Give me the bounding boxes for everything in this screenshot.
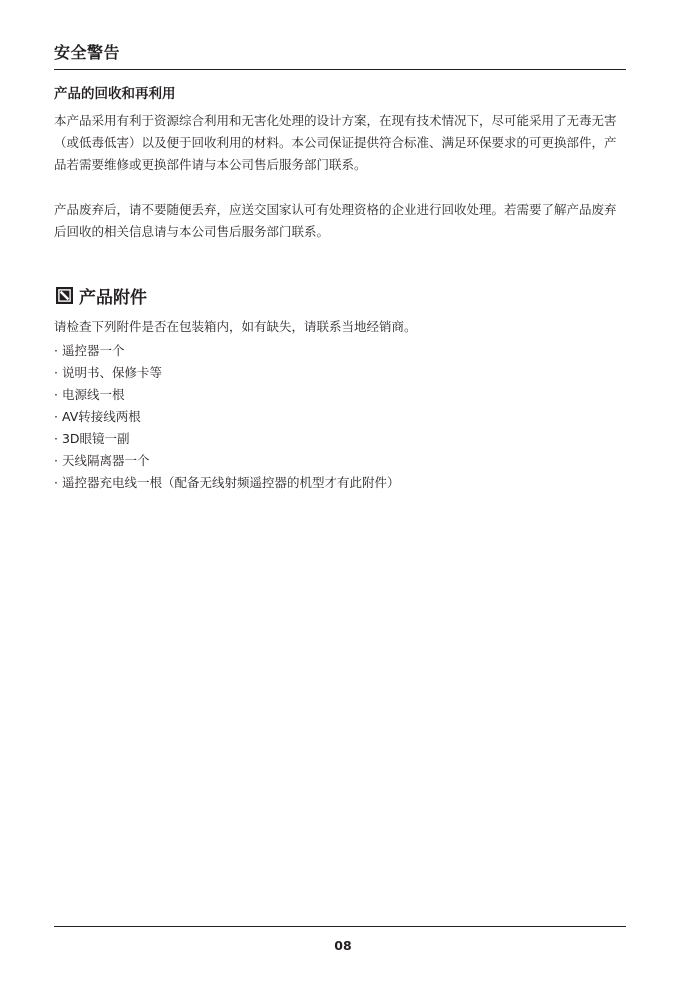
list-item: · 说明书、保修卡等: [54, 365, 162, 380]
footer-divider: [54, 926, 626, 927]
list-item: · 电源线一根: [54, 387, 125, 402]
accessories-list: [54, 340, 399, 494]
page-number: 08: [334, 938, 352, 953]
accessories-title: 产品附件: [79, 288, 147, 308]
list-item: · 遥控器一个: [54, 343, 125, 358]
list-item: · 天线隔离器一个: [54, 453, 150, 468]
accessories-intro: 请检查下列附件是否在包装箱内，如有缺失，请联系当地经销商。: [54, 319, 417, 334]
list-item: · 遥控器充电线一根（配备无线射频遥控器的机型才有此附件）: [54, 475, 400, 490]
accessories-heading: [56, 283, 147, 308]
note-icon: [56, 287, 73, 304]
recycle-paragraph: 本产品采用有利于资源综合利用和无害化处理的设计方案，在现有技术情况下，尽可能采用了无毒无害（或低毒低害）以及便于回收利用的材料。本公司保证提供符合标准、满足环保要求的可更换部件，产品若需要维修或更换部件请与本公司售后服务部门联系。: [54, 113, 617, 172]
recycle-section-title: 产品的回收和再利用: [54, 86, 176, 102]
list-item: · AV转接线两根: [54, 409, 141, 424]
disposal-paragraph: 产品废弃后，请不要随便丢弃，应送交国家认可有处理资格的企业进行回收处理。若需要了解产品废弃后回收的相关信息请与本公司售后服务部门联系。: [54, 202, 617, 239]
page-header: [54, 40, 626, 70]
list-item: · 3D眼镜一副: [54, 431, 130, 446]
header-title: 安全警告: [54, 43, 121, 62]
